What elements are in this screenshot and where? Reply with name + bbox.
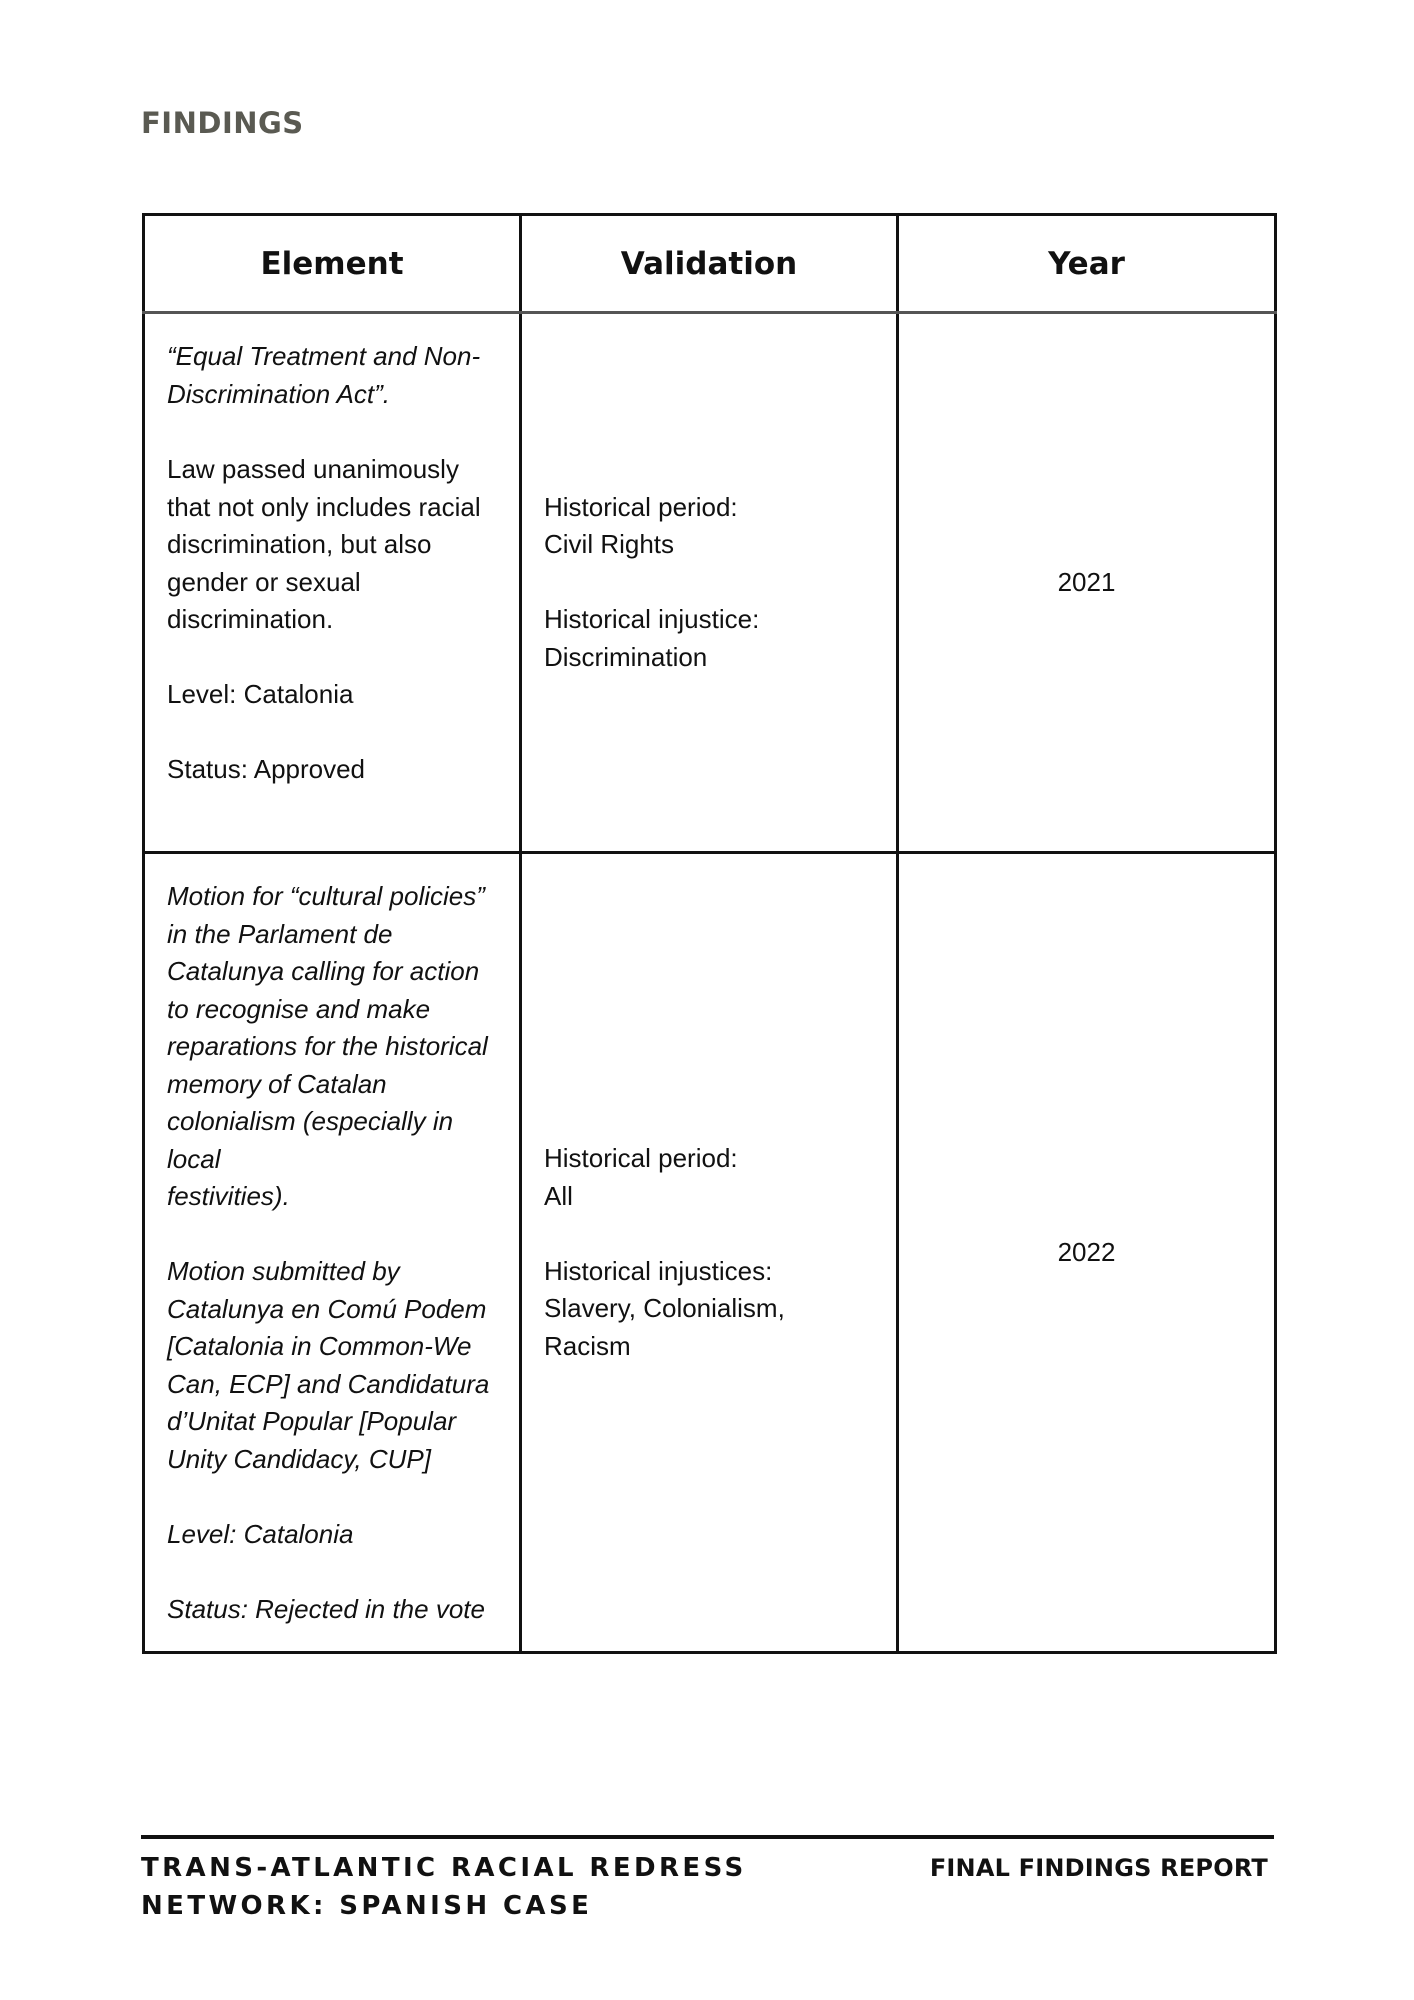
validation-cell xyxy=(521,313,898,853)
column-header-validation: Validation xyxy=(521,215,898,313)
column-header-year: Year xyxy=(898,215,1276,313)
year-cell xyxy=(898,313,1276,853)
element-title: “Equal Treatment and Non- Discrimination Act”. xyxy=(167,341,481,409)
year-cell xyxy=(898,853,1276,1653)
validation-cell xyxy=(521,853,898,1653)
footer-report-title: FINAL FINDINGS REPORT xyxy=(929,1854,1268,1882)
table-row xyxy=(144,853,1276,1653)
validation-text: Historical period: Civil Rights Historical injustice: Discrimination xyxy=(544,491,760,672)
findings-table xyxy=(142,213,1277,1654)
footer-series-line-2: NETWORK: SPANISH CASE xyxy=(141,1891,593,1921)
table-row xyxy=(144,313,1276,853)
year-value: 2022 xyxy=(1057,1237,1116,1267)
column-header-element: Element xyxy=(144,215,521,313)
element-cell xyxy=(144,313,521,853)
section-heading: FINDINGS xyxy=(141,106,304,140)
footer-series-line-1: TRANS-ATLANTIC RACIAL REDRESS xyxy=(141,1853,747,1883)
element-description: Motion for “cultural policies” in the Parlament de Catalunya calling for action to recognise and make reparations for the historical memory of Catalan colonialism (especially in local festivities). Motion submitted by Catalunya en Comú Podem [Catalonia in Common-We Can, ECP] and Candidatura d’Unitat Popular [Popular Unity Candidacy, CUP] Level: Catalonia Status: Rejected in the vote xyxy=(167,881,490,1624)
element-cell xyxy=(144,853,521,1653)
element-description: Law passed unanimously that not only includes racial discrimination, but also gender or sexual discrimination. Level: Catalonia Status: Approved xyxy=(167,454,481,784)
year-value: 2021 xyxy=(1057,567,1116,597)
footer-report-series xyxy=(141,1849,747,1925)
table-header-row xyxy=(144,215,1276,313)
footer-divider xyxy=(141,1835,1274,1839)
validation-text: Historical period: All Historical injustices: Slavery, Colonialism, Racism xyxy=(544,1143,785,1361)
